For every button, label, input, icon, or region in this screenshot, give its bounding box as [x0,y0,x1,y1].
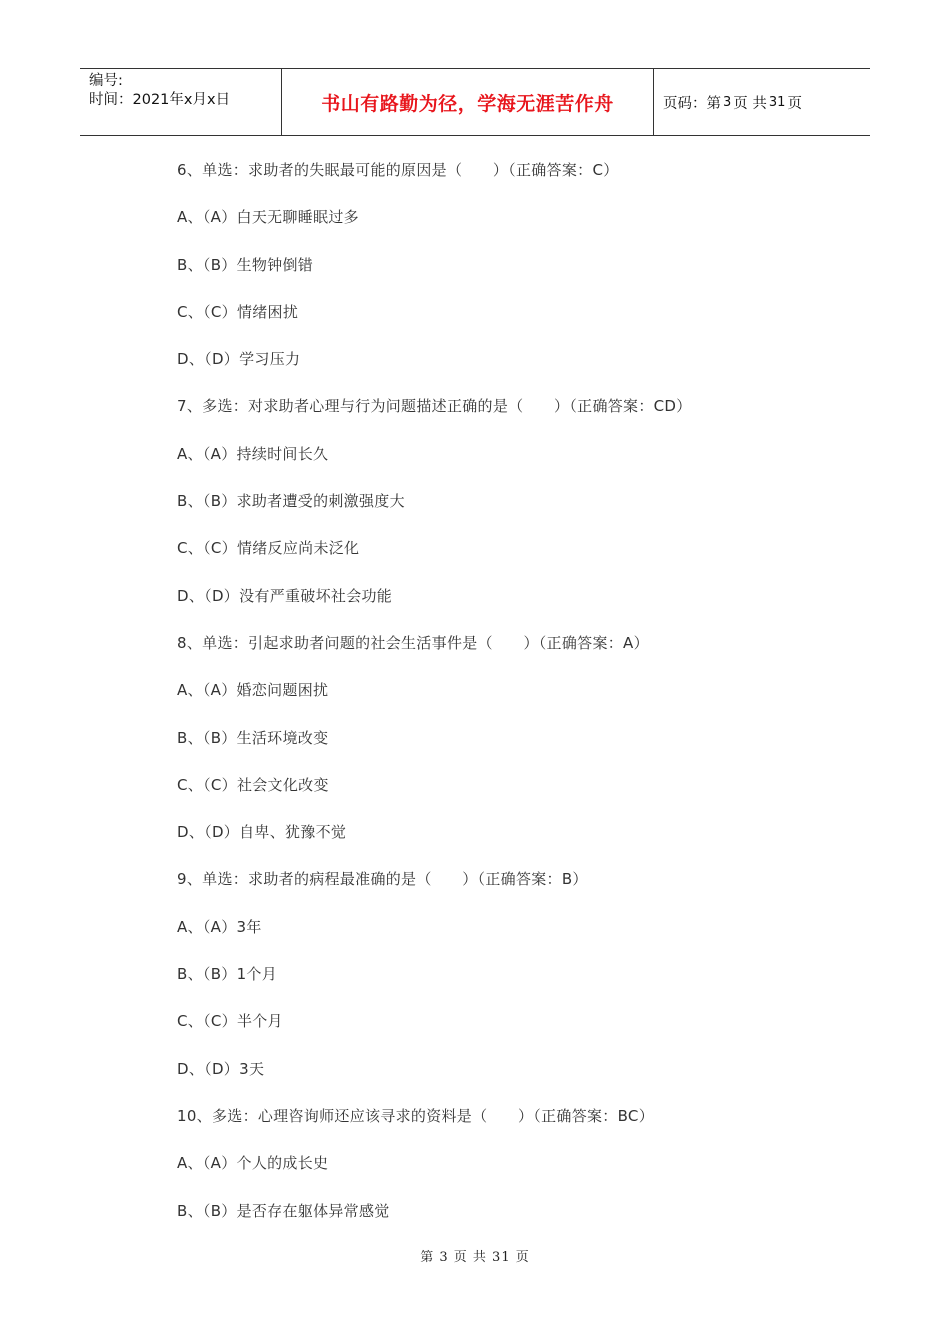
option-line: B、（B）生物钟倒错 [177,255,314,274]
option-line: D、（D）学习压力 [177,350,301,369]
option-line: B、（B）1个月 [177,965,278,984]
page-suffix: 页 [787,95,802,112]
option-line: C、（C）情绪反应尚未泛化 [177,539,360,558]
question-8: 8、单选：引起求助者问题的社会生活事件是（ ）（正确答案：A） [177,633,649,652]
question-content [177,158,837,1246]
serial-label: 编号: [89,73,123,89]
option-line: C、（C）情绪困扰 [177,302,299,321]
option-line: D、（D）没有严重破坏社会功能 [177,586,393,605]
page-prefix: 页码：第 [663,95,721,112]
page-footer: 第 3 页 共 31 页 [420,1250,530,1265]
page-current: 3 [723,94,732,110]
option-line: D、（D）自卑、犹豫不觉 [177,823,347,842]
option-line: A、（A）婚恋问题困扰 [177,681,329,700]
option-line: B、（B）是否存在躯体异常感觉 [177,1201,390,1220]
option-line: A、（A）持续时间长久 [177,444,329,463]
header-page-info [654,69,870,135]
option-line: A、（A）白天无聊睡眠过多 [177,208,359,227]
option-line: A、（A）个人的成长史 [177,1154,329,1173]
option-line: C、（C）社会文化改变 [177,775,329,794]
option-line: B、（B）生活环境改变 [177,728,329,747]
question-9: 9、单选：求助者的病程最准确的是（ ）（正确答案：B） [177,870,588,889]
page-mid: 页 共 [733,95,767,112]
page-total: 31 [768,94,786,110]
time-label: 时间：2021年x月x日 [89,92,231,108]
header-motto: 书山有路勤为径，学海无涯苦作舟 [281,69,654,135]
question-6: 6、单选：求助者的失眠最可能的原因是（ ）（正确答案：C） [177,161,619,179]
header-meta [80,69,281,135]
question-7: 7、多选：对求助者心理与行为问题描述正确的是（ ）（正确答案：CD） [177,397,692,416]
option-line: C、（C）半个月 [177,1012,283,1031]
option-line: B、（B）求助者遭受的刺激强度大 [177,492,405,511]
option-line: A、（A）3年 [177,917,262,936]
question-10: 10、多选：心理咨询师还应该寻求的资料是（ ）（正确答案：BC） [177,1106,654,1125]
page-header [80,68,870,136]
option-line: D、（D）3天 [177,1059,265,1078]
